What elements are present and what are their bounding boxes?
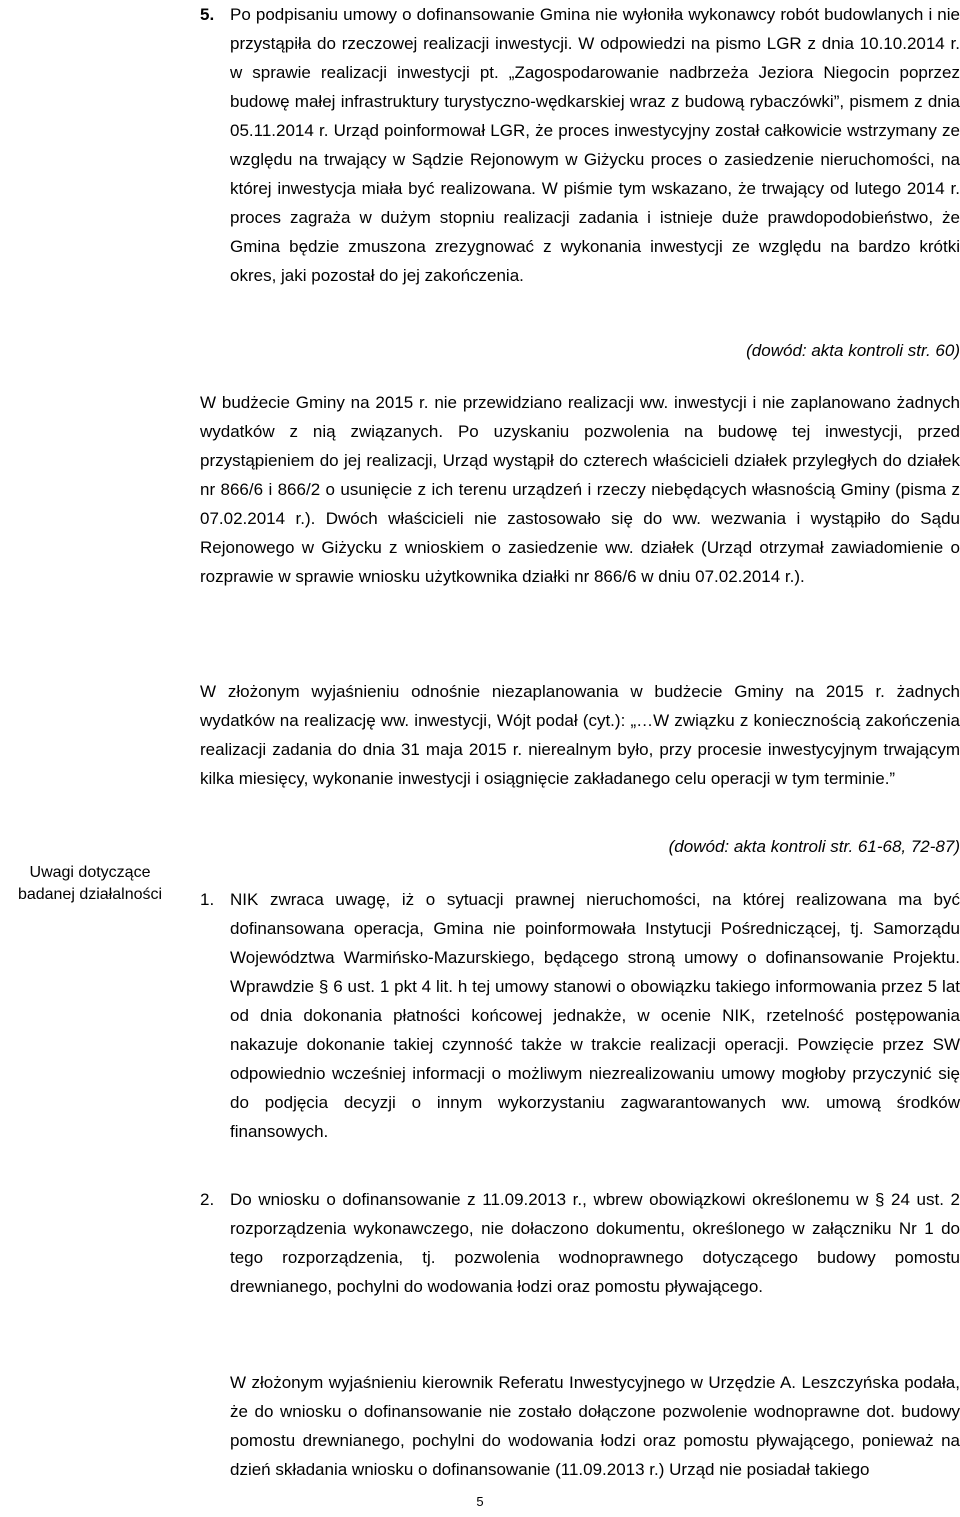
item-text: Do wniosku o dofinansowanie z 11.09.2013 r., wbrew obowiązkowi określonemu w § 24 ust. 2 rozporządzenia wykonawczego, nie dołaczono dokumentu, określonego w załączniku Nr 1 do tego rozporządzenia, tj. pozwolenia wodnoprawnego dotyczącego budowy pomostu drewnianego, pochylni do wodowania łodzi oraz pomostu pływającego.: [230, 1190, 960, 1296]
item-number: 1.: [200, 890, 215, 909]
evidence-note: (dowód: akta kontroli str. 60): [746, 341, 960, 360]
item-number: 5.: [200, 5, 215, 24]
item-explanation: W złożonym wyjaśnieniu kierownik Referatu Inwestycyjnego w Urzędzie A. Leszczyńska podała, że do wniosku o dofinansowanie nie zostało dołączone pozwolenie wodnoprawne dot. budowy pomostu drewnianego, pochylni do wodowania łodzi oraz pomostu pływającego, ponieważ na dzień składania wniosku o dofinansowanie (11.09.2013 r.) Urząd nie posiadał takiego: [230, 1373, 960, 1479]
page-number: 5: [476, 1494, 484, 1509]
item-number: 2.: [200, 1190, 215, 1209]
paragraph-explanation: W złożonym wyjaśnieniu odnośnie niezaplanowania w budżecie Gminy na 2015 r. żadnych wydatków na realizację ww. inwestycji, Wójt podał (cyt.): „…W związku z koniecznością zakończenia realizacji zadania do dnia 31 maja 2015 r. nierealnym było, przy procesie inwestycyjnym trwającym kilka miesięcy, wykonanie inwestycji i osiągnięcie zakładanego celu operacji w tym terminie.”: [200, 682, 960, 788]
paragraph-budget: W budżecie Gminy na 2015 r. nie przewidziano realizacji ww. inwestycji i nie zaplanowano żadnych wydatków z nią związanych. Po uzyskaniu pozwolenia na budowę tej inwestycji, przed przystąpieniem do jej realizacji, Urząd wystąpił do czterech właścicieli działek przyległych do działek nr 866/6 i 866/2 o usunięcie z ich terenu urządzeń i rzeczy niebędących własnością Gminy (pisma z 07.02.2014 r.). Dwóch właścicieli nie zastosowało się do ww. wezwania i wystąpiło do Sądu Rejonowego w Giżycku z wnioskiem o zasiedzenie ww. działek (Urząd otrzymał zawiadomienie o rozprawie w sprawie wniosku użytkownika działki nr 866/6 w dniu 07.02.2014 r.).: [200, 393, 960, 586]
item-text: Po podpisaniu umowy o dofinansowanie Gmina nie wyłoniła wykonawcy robót budowlanych i nie przystąpiła do rzeczowej realizacji inwestycji. W odpowiedzi na pismo LGR z dnia 10.10.2014 r. w sprawie realizacji inwestycji pt. „Zagospodarowanie nadbrzeża Jeziora Niegocin poprzez budowę małej infrastruktury turystyczno-wędkarskiej wraz z budową rybaczówki”, pismem z dnia 05.11.2014 r. Urząd poinformował LGR, że proces inwestycyjny został całkowicie wstrzymany ze względu na trwający w Sądzie Rejonowym w Giżycku proces o zasiedzenie nieruchomości, na której inwestycja miała być realizowana. W piśmie tym wskazano, że trwający od lutego 2014 r. proces zagraża w dużym stopniu realizacji zadania i istnieje duże prawdopodobieństwo, że Gmina będzie zmuszona zrezygnować z wykonania inwestycji ze względu na bardzo krótki okres, jaki pozostał do jej zakończenia.: [230, 5, 960, 285]
evidence-note: (dowód: akta kontroli str. 61-68, 72-87): [668, 837, 960, 856]
sidebar-label: Uwagi dotyczące badanej działalności: [17, 864, 163, 903]
item-text: NIK zwraca uwagę, iż o sytuacji prawnej nieruchomości, na której realizowana ma być dofinansowana operacja, Gmina nie poinformowała Instytucji Pośredniczącej, tj. Samorządu Województwa Warmińsko-Mazurskiego, będącego stroną umowy o dofinansowanie Projektu. Wprawdzie § 6 ust. 1 pkt 4 lit. h tej umowy stanowi o obowiązku takiego informowania przez 5 lat od dnia dokonania płatności końcowej jednakże, w ocenie NIK, rzetelność postępowania nakazuje dokonanie takiej czynność także w trakcie realizacji operacji. Powzięcie przez SW odpowiednio wcześniej informacji o możliwym niezrealizowaniu umowy mogłoby przyczynić się do podjęcia decyzji o innym wykorzystaniu zagwarantowanych ww. umową środków finansowych.: [230, 890, 960, 1141]
